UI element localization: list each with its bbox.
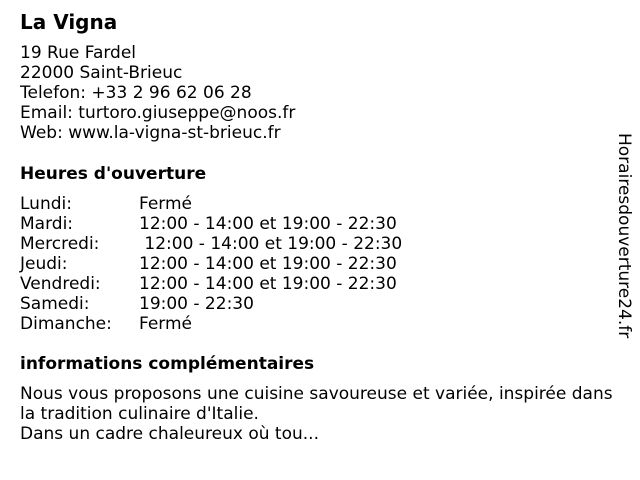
hours-row-thursday [20, 254, 402, 274]
contact-block [20, 43, 295, 143]
info-line: Nous vous proposons une cuisine savoureuse et variée, inspirée dans [20, 384, 613, 404]
address-street: 19 Rue Fardel [20, 43, 137, 63]
time-value: 12:00 - 14:00 et 19:00 - 22:30 [139, 254, 397, 274]
day-label: Samedi: [20, 294, 90, 314]
email-line: Email: turtoro.giuseppe@noos.fr [20, 103, 296, 123]
opening-hours-heading: Heures d'ouverture [20, 164, 207, 184]
address-city: 22000 Saint-Brieuc [20, 63, 183, 83]
hours-row-sunday [20, 314, 402, 334]
hours-row-saturday [20, 294, 402, 314]
info-line: Dans un cadre chaleureux où tou... [20, 424, 319, 444]
time-value: Fermé [139, 314, 193, 334]
site-watermark: Horairesdouverture24.fr [614, 133, 634, 339]
hours-row-tuesday [20, 214, 402, 234]
time-value: 12:00 - 14:00 et 19:00 - 22:30 [139, 214, 397, 234]
opening-hours-table [20, 194, 402, 334]
time-value: 19:00 - 22:30 [139, 294, 254, 314]
day-label: Mercredi: [20, 234, 100, 254]
additional-info-heading: informations complémentaires [20, 354, 315, 374]
day-label: Mardi: [20, 214, 74, 234]
hours-row-monday [20, 194, 402, 214]
time-value: Fermé [139, 194, 193, 214]
hours-row-friday [20, 274, 402, 294]
day-label: Jeudi: [20, 254, 68, 274]
day-label: Vendredi: [20, 274, 101, 294]
day-label: Lundi: [20, 194, 72, 214]
hours-row-wednesday [20, 234, 402, 254]
additional-info-text [20, 384, 625, 444]
phone-line: Telefon: +33 2 96 62 06 28 [20, 83, 252, 103]
info-line: la tradition culinaire d'Italie. [20, 404, 259, 424]
website-line: Web: www.la-vigna-st-brieuc.fr [20, 123, 281, 143]
restaurant-name: La Vigna [20, 10, 118, 34]
time-value: 12:00 - 14:00 et 19:00 - 22:30 [139, 234, 403, 254]
day-label: Dimanche: [20, 314, 112, 334]
time-value: 12:00 - 14:00 et 19:00 - 22:30 [139, 274, 397, 294]
